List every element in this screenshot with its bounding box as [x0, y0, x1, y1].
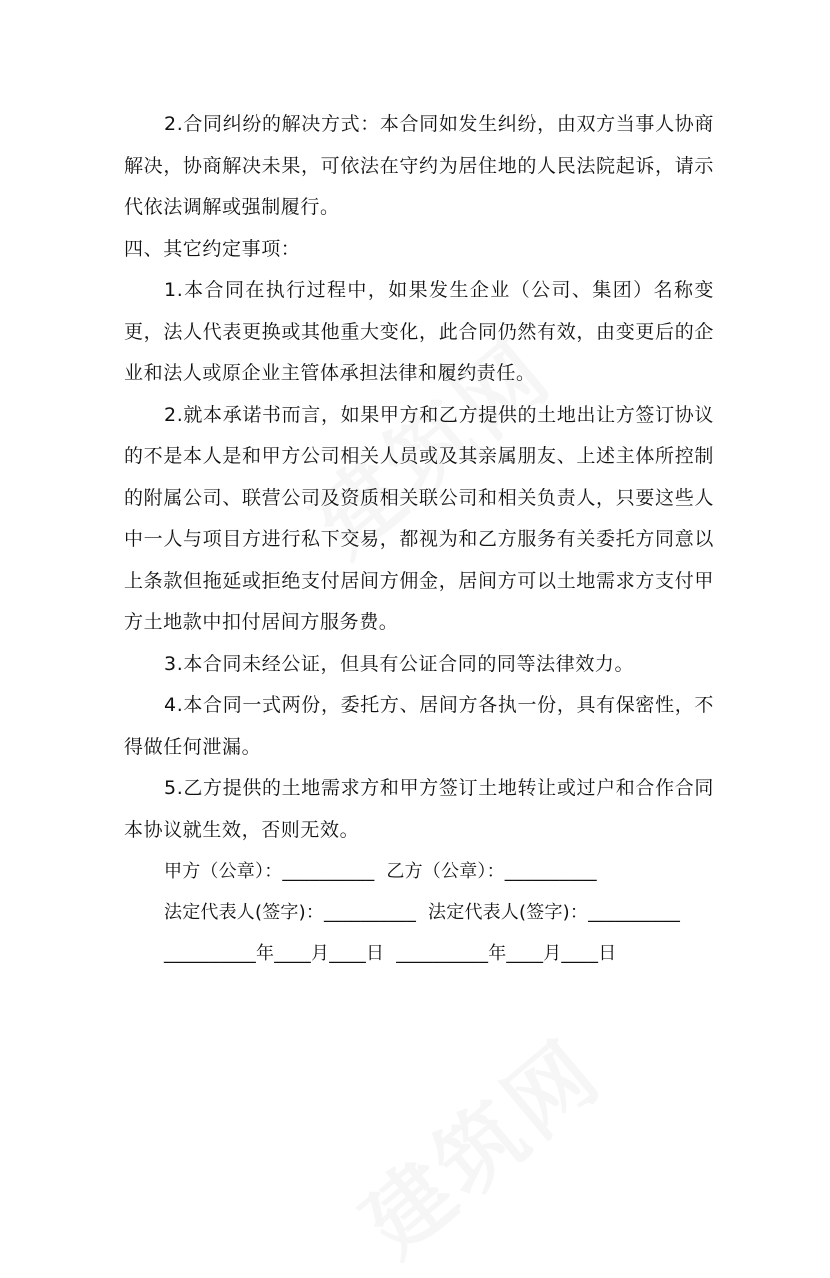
signature-rep-row [124, 892, 714, 933]
section-four-item-1: 1.本合同在执行过程中，如果发生企业（公司、集团）名称变更，法人代表更换或其他重大变化，此合同仍然有效，由变更后的企业和法人或原企业主管体承担法律和履约责任。 [124, 279, 714, 384]
signature-block [124, 851, 714, 974]
section-four-item-3: 3.本合同未经公证，但具有公证合同的同等法律效力。 [164, 652, 635, 675]
party-a-seal: 甲方（公章）：__________ [164, 861, 375, 882]
signature-seal-row [124, 851, 714, 892]
document-body [124, 104, 714, 974]
section-four-item-2: 2.就本承诺书而言，如果甲方和乙方提供的土地出让方签订协议的不是本人是和甲方公司相关人员或及其亲属朋友、上述主体所控制的附属公司、联营公司及资质相关联公司和相关负责人，只要这些人中一人与项目方进行私下交易，都视为和乙方服务有关委托方同意以上条款但拖延或拒绝支付居间方佣金，居间方可以土地需求方支付甲方土地款中扣付居间方服务费。 [124, 403, 714, 633]
watermark-bottom [332, 1006, 623, 1278]
signature-date-row [124, 933, 714, 974]
clause-dispute-resolution: 2.合同纠纷的解决方式：本合同如发生纠纷，由双方当事人协商解决，协商解决未果，可依法在守约为居住地的人民法院起诉，请示代依法调解或强制履行。 [124, 113, 714, 218]
party-b-representative: 法定代表人(签字)：__________ [428, 902, 681, 923]
party-a-date: __________年____月____日 [164, 943, 385, 964]
party-a-representative: 法定代表人(签字)：__________ [164, 902, 417, 923]
section-four-item-4: 4.本合同一式两份，委托方、居间方各执一份，具有保密性，不得做任何泄漏。 [124, 694, 714, 758]
party-b-date: __________年____月____日 [396, 943, 617, 964]
section-four-item-5: 5.乙方提供的土地需求方和甲方签订土地转让或过户和合作合同本协议就生效，否则无效。 [124, 777, 714, 841]
party-b-seal: 乙方（公章）：__________ [386, 861, 597, 882]
section-four-title: 四、其它约定事项： [124, 237, 301, 260]
